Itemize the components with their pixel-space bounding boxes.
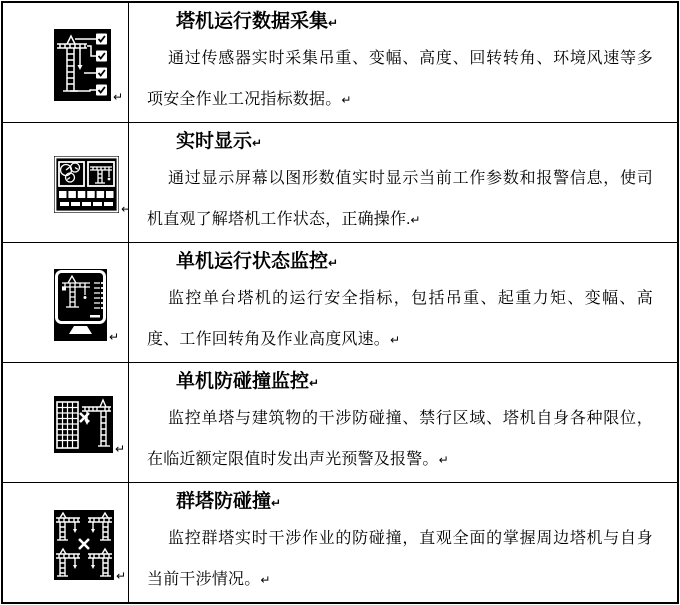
- paragraph-mark: ↵: [252, 136, 263, 150]
- icon-cell: [3, 363, 129, 482]
- feature-table: [1, 1, 679, 604]
- icon-cell: [3, 123, 129, 242]
- feature-text-cell: [129, 243, 677, 362]
- table-row: [3, 3, 677, 123]
- icon-cell: [3, 243, 129, 362]
- paragraph-mark: ↵: [390, 333, 401, 347]
- feature-title: [147, 7, 653, 38]
- feature-title-text: 群塔防碰撞: [176, 491, 272, 512]
- paragraph-mark: ↵: [115, 568, 126, 583]
- feature-description: [147, 38, 653, 121]
- feature-description: [147, 518, 653, 601]
- paragraph-mark: ↵: [328, 256, 339, 270]
- feature-description-text: 通过显示屏幕以图形数值实时显示当前工作参数和报警信息，使司机直观了解塔机工作状态，正确操作.: [147, 170, 653, 228]
- paragraph-mark: ↵: [309, 376, 320, 390]
- feature-description-text: 监控群塔实时干涉作业的防碰撞，直观全面的掌握周边塔机与自身当前干涉情况。: [147, 530, 653, 588]
- feature-text-cell: [129, 3, 677, 122]
- feature-title-text: 单机运行状态监控: [176, 251, 329, 272]
- paragraph-mark: ↵: [260, 573, 271, 587]
- paragraph-mark: ↵: [341, 93, 352, 107]
- table-row: [3, 483, 677, 602]
- feature-title: [147, 127, 653, 158]
- table-row: [3, 363, 677, 483]
- paragraph-mark: ↵: [271, 496, 282, 510]
- feature-title-text: 实时显示: [176, 131, 253, 152]
- table-row: [3, 123, 677, 243]
- crane-data-collection-icon: [54, 29, 111, 101]
- feature-description-text: 监控单塔与建筑物的干涉防碰撞、禁行区域、塔机自身各种限位，在临近额定限值时发出声光预警及报警。: [147, 410, 653, 468]
- group-tower-anticollision-icon: [54, 510, 114, 580]
- paragraph-mark: ↵: [120, 202, 131, 216]
- feature-title: [147, 367, 653, 398]
- icon-cell: [3, 483, 129, 602]
- paragraph-mark: ↵: [112, 89, 123, 104]
- feature-description: [147, 398, 653, 481]
- feature-title: [147, 487, 653, 518]
- single-crane-status-monitor-icon: [54, 269, 107, 341]
- feature-description-text: 监控单台塔机的运行安全指标，包括吊重、起重力矩、变幅、高度、工作回转角及作业高度风速。: [147, 290, 653, 348]
- paragraph-mark: ↵: [328, 16, 339, 30]
- realtime-display-icon: [54, 156, 119, 213]
- single-crane-anticollision-icon: [54, 396, 113, 453]
- feature-title-text: 塔机运行数据采集: [176, 11, 329, 32]
- table-row: [3, 243, 677, 363]
- feature-description: [147, 278, 653, 361]
- feature-title-text: 单机防碰撞监控: [176, 371, 310, 392]
- paragraph-mark: ↵: [108, 329, 119, 344]
- feature-text-cell: [129, 123, 677, 242]
- paragraph-mark: ↵: [438, 453, 449, 467]
- feature-text-cell: [129, 483, 677, 602]
- feature-description-text: 通过传感器实时采集吊重、变幅、高度、回转转角、环境风速等多项安全作业工况指标数据。: [147, 50, 653, 108]
- paragraph-mark: ↵: [114, 442, 125, 456]
- feature-text-cell: [129, 363, 677, 482]
- feature-description: [147, 158, 653, 241]
- feature-title: [147, 247, 653, 278]
- icon-cell: [3, 3, 129, 122]
- paragraph-mark: ↵: [410, 213, 421, 227]
